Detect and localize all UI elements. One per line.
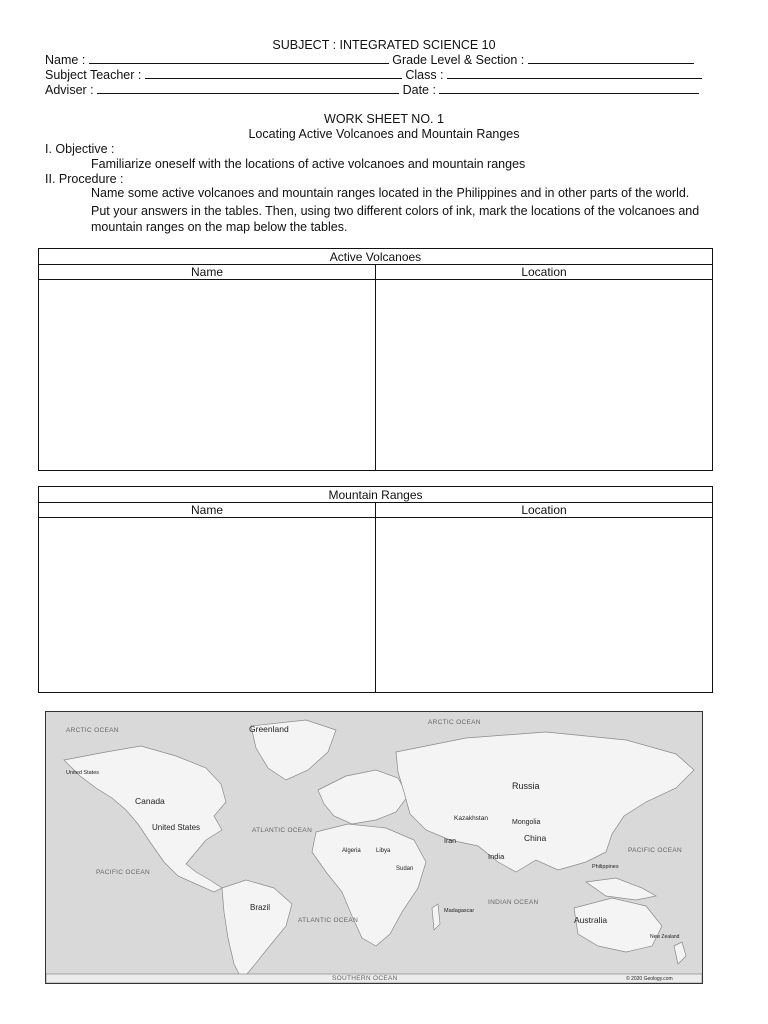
country-label-greenland: Greenland (249, 724, 289, 734)
teacher-label: Subject Teacher : (45, 68, 142, 82)
volcanoes-location-cell[interactable] (376, 280, 713, 471)
worksheet-number: WORK SHEET NO. 1 (324, 112, 444, 126)
ocean-label-atlantic-north: ATLANTIC OCEAN (252, 827, 313, 834)
worksheet-title: Locating Active Volcanoes and Mountain Ranges (248, 127, 520, 141)
teacher-field[interactable] (145, 69, 402, 79)
country-label-china: China (524, 833, 547, 843)
grade-field[interactable] (528, 54, 694, 64)
country-label-new-zealand: New Zealand (650, 934, 680, 940)
mountains-name-cell[interactable] (39, 518, 376, 693)
country-label-united-states: United States (152, 823, 201, 832)
teacher-row (45, 68, 705, 82)
name-label: Name : (45, 53, 86, 67)
adviser-field[interactable] (97, 84, 399, 94)
mountains-col-location: Location (376, 503, 713, 518)
country-label-mongolia: Mongolia (512, 819, 541, 826)
procedure-line-3: mountain ranges on the map below the tables. (91, 220, 348, 234)
world-map (45, 711, 703, 984)
ocean-label-indian: INDIAN OCEAN (488, 899, 539, 906)
world-map-svg (46, 712, 702, 983)
volcanoes-col-location: Location (376, 265, 713, 280)
ocean-label-pacific-west: PACIFIC OCEAN (628, 847, 682, 854)
volcanoes-col-name: Name (39, 265, 376, 280)
country-label-sudan: Sudan (396, 866, 414, 872)
name-row (45, 53, 705, 67)
country-label-brazil: Brazil (250, 903, 271, 912)
ocean-label-arctic-east: ARCTIC OCEAN (428, 719, 481, 726)
ocean-label-atlantic-south: ATLANTIC OCEAN (298, 917, 359, 924)
country-label-russia: Russia (512, 781, 540, 791)
date-field[interactable] (439, 84, 699, 94)
ocean-label-arctic-west: ARCTIC OCEAN (66, 727, 119, 734)
country-label-algeria: Algeria (342, 848, 361, 854)
procedure-line-2: Put your answers in the tables. Then, using two different colors of ink, mark the locations of the volcanoes and (91, 204, 700, 218)
class-label: Class : (405, 68, 444, 82)
objective-text: Familiarize oneself with the locations of active volcanoes and mountain ranges (91, 157, 526, 171)
country-label-madagascar: Madagascar (444, 908, 475, 914)
name-field[interactable] (89, 54, 389, 64)
objective-heading: I. Objective : (45, 142, 115, 156)
adviser-label: Adviser : (45, 83, 94, 97)
ocean-label-southern: SOUTHERN OCEAN (332, 975, 398, 982)
mountains-col-name: Name (39, 503, 376, 518)
country-label-kazakhstan: Kazakhstan (454, 815, 488, 822)
country-label-australia: Australia (574, 915, 608, 925)
mountains-location-cell[interactable] (376, 518, 713, 693)
country-label-india: India (488, 852, 505, 861)
mountains-table (38, 486, 713, 693)
country-label-libya: Libya (376, 848, 391, 854)
map-credit: © 2020 Geology.com (626, 976, 673, 982)
procedure-heading: II. Procedure : (45, 172, 124, 186)
mountains-table-title: Mountain Ranges (39, 487, 713, 503)
ocean-label-pacific-east: PACIFIC OCEAN (96, 869, 150, 876)
adviser-row (45, 83, 705, 97)
country-label-canada: Canada (135, 796, 165, 806)
procedure-line-1: Name some active volcanoes and mountain ranges located in the Philippines and in other parts of the world. (91, 186, 690, 200)
country-label-iran: Iran (444, 838, 457, 845)
volcanoes-table-title: Active Volcanoes (39, 249, 713, 265)
volcanoes-name-cell[interactable] (39, 280, 376, 471)
country-label-alaska: United States (66, 770, 100, 776)
volcanoes-table (38, 248, 713, 471)
grade-label: Grade Level & Section : (392, 53, 525, 67)
date-label: Date : (402, 83, 436, 97)
class-field[interactable] (447, 69, 702, 79)
country-label-philippines: Philippines (592, 864, 619, 870)
subject-title: SUBJECT : INTEGRATED SCIENCE 10 (272, 38, 496, 52)
